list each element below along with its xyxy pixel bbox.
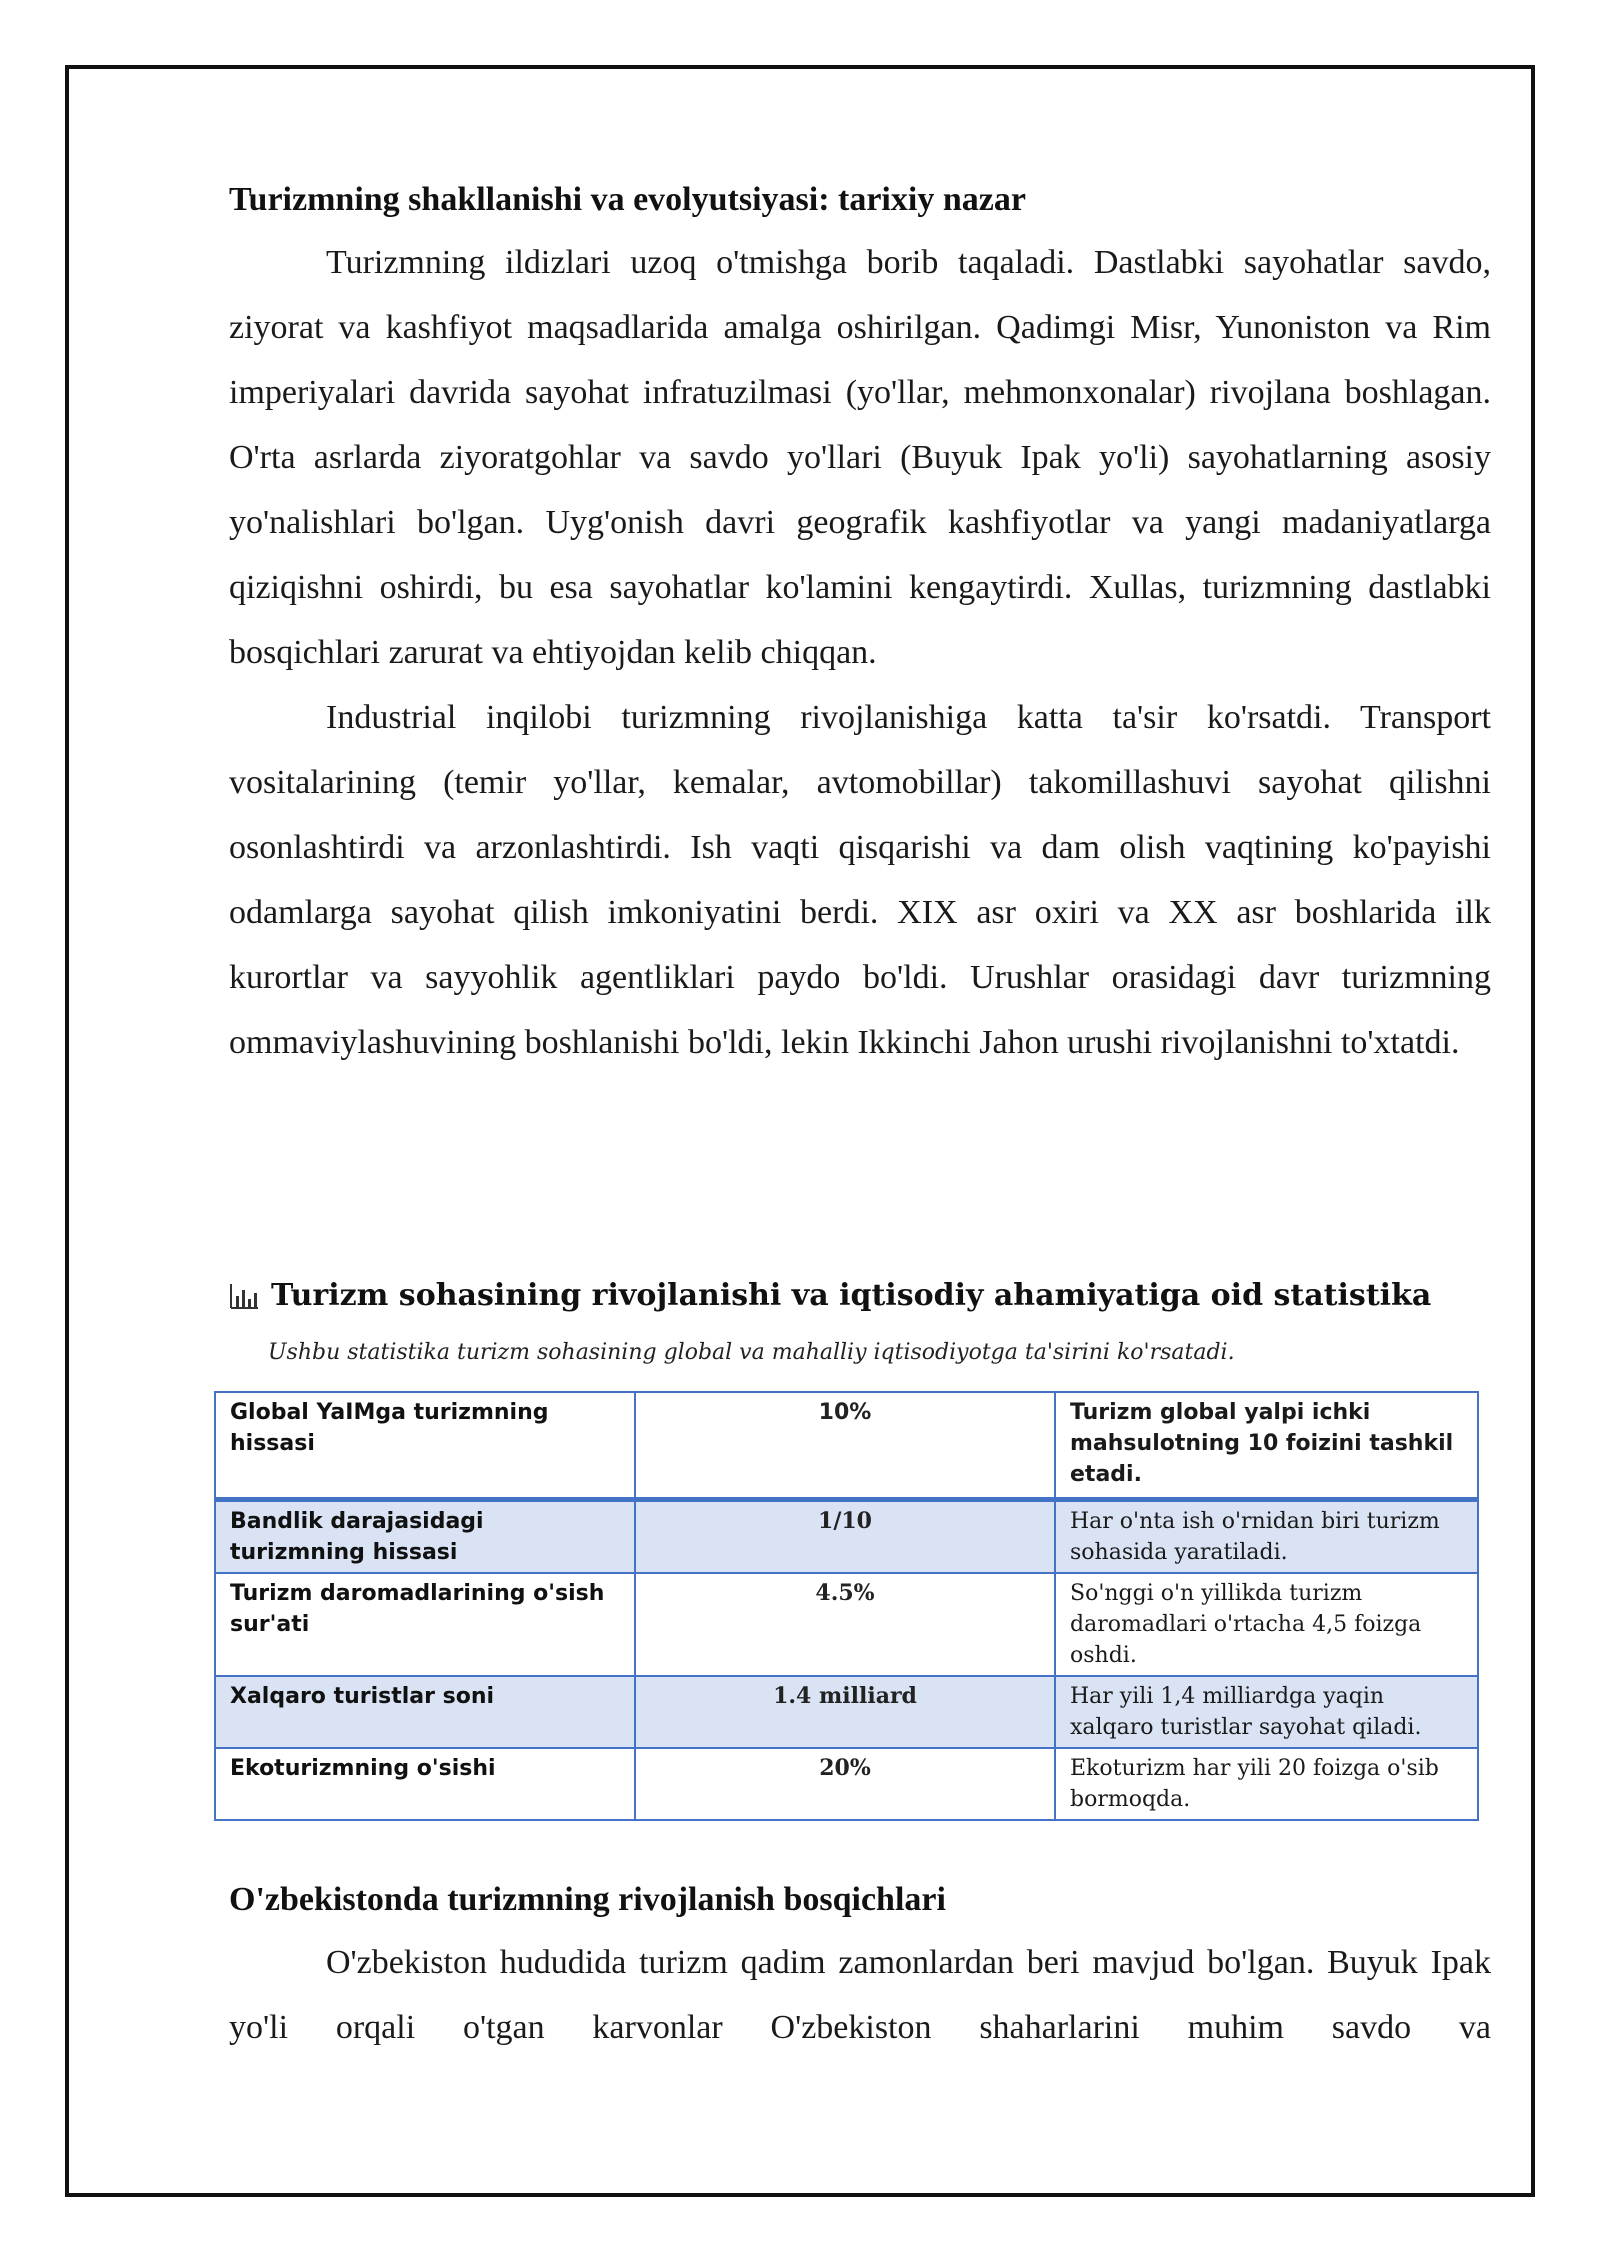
row-label: Xalqaro turistlar soni xyxy=(215,1676,635,1748)
row-value: 10% xyxy=(635,1392,1055,1500)
section-historical xyxy=(229,170,1491,1075)
section-heading-historical: Turizmning shakllanishi va evolyutsiyasi: tarixiy nazar xyxy=(229,181,1026,218)
table-row xyxy=(215,1676,1478,1748)
table-row xyxy=(215,1573,1478,1676)
table-row xyxy=(215,1748,1478,1820)
bar-chart-icon xyxy=(229,1282,259,1310)
section-uzbekistan xyxy=(229,1870,1491,2060)
row-description: Turizm global yalpi ichki mahsulotning 10 foizini tashkil etadi. xyxy=(1055,1392,1478,1500)
row-description: Har yili 1,4 milliardga yaqin xalqaro turistlar sayohat qiladi. xyxy=(1055,1676,1478,1748)
statistics-heading xyxy=(229,1278,1529,1313)
paragraph-industrial-revolution: Industrial inqilobi turizmning rivojlanishiga katta ta'sir ko'rsatdi. Transport vositalarining (temir yo'llar, kemalar, avtomobillar) takomillashuvi sayohat qilishni osonlashtirdi va arzonlashtirdi. Ish vaqti qisqarishi va dam olish vaqtining ko'payishi odamlarga sayohat qilish imkoniyatini berdi. XIX asr oxiri va XX asr boshlarida ilk kurortlar va sayyohlik agentliklari paydo bo'ldi. Urushlar orasidagi davr turizmning ommaviylashuvining boshlanishi bo'ldi, lekin Ikkinchi Jahon urushi rivojlanishni to'xtatdi. xyxy=(229,699,1491,1061)
row-description: Har o'nta ish o'rnidan biri turizm sohasida yaratiladi. xyxy=(1055,1500,1478,1574)
table-row xyxy=(215,1500,1478,1574)
statistics-title: Turizm sohasining rivojlanishi va iqtisodiy ahamiyatiga oid statistika xyxy=(271,1278,1432,1313)
section-heading-uzbekistan: O'zbekistonda turizmning rivojlanish bosqichlari xyxy=(229,1881,946,1918)
table-row xyxy=(215,1392,1478,1500)
statistics-subtitle: Ushbu statistika turizm sohasining global va mahalliy iqtisodiyotga ta'sirini ko'rsatadi. xyxy=(268,1340,1235,1365)
row-value: 1/10 xyxy=(635,1500,1055,1574)
row-label: Turizm daromadlarining o'sish sur'ati xyxy=(215,1573,635,1676)
row-description: Ekoturizm har yili 20 foizga o'sib bormoqda. xyxy=(1055,1748,1478,1820)
statistics-table xyxy=(214,1391,1479,1821)
row-label: Bandlik darajasidagi turizmning hissasi xyxy=(215,1500,635,1574)
row-label: Global YaIMga turizmning hissasi xyxy=(215,1392,635,1500)
row-description: So'nggi o'n yillikda turizm daromadlari o'rtacha 4,5 foizga oshdi. xyxy=(1055,1573,1478,1676)
row-label: Ekoturizmning o'sishi xyxy=(215,1748,635,1820)
paragraph-origins: Turizmning ildizlari uzoq o'tmishga borib taqaladi. Dastlabki sayohatlar savdo, ziyorat va kashfiyot maqsadlarida amalga oshirilgan. Qadimgi Misr, Yunoniston va Rim imperiyalari davrida sayohat infratuzilmasi (yo'llar, mehmonxonalar) rivojlana boshlagan. O'rta asrlarda ziyoratgohlar va savdo yo'llari (Buyuk Ipak yo'li) sayohatlarning asosiy yo'nalishlari bo'lgan. Uyg'onish davri geografik kashfiyotlar va yangi madaniyatlarga qiziqishni oshirdi, bu esa sayohatlar ko'lamini kengaytirdi. Xullas, turizmning dastlabki bosqichlari zarurat va ehtiyojdan kelib chiqqan. xyxy=(229,244,1491,671)
row-value: 20% xyxy=(635,1748,1055,1820)
row-value: 1.4 milliard xyxy=(635,1676,1055,1748)
paragraph-uzbekistan-history: O'zbekiston hududida turizm qadim zamonlardan beri mavjud bo'lgan. Buyuk Ipak yo'li orqali o'tgan karvonlar O'zbekiston shaharlarini muhim savdo va xyxy=(229,1944,1491,2046)
row-value: 4.5% xyxy=(635,1573,1055,1676)
